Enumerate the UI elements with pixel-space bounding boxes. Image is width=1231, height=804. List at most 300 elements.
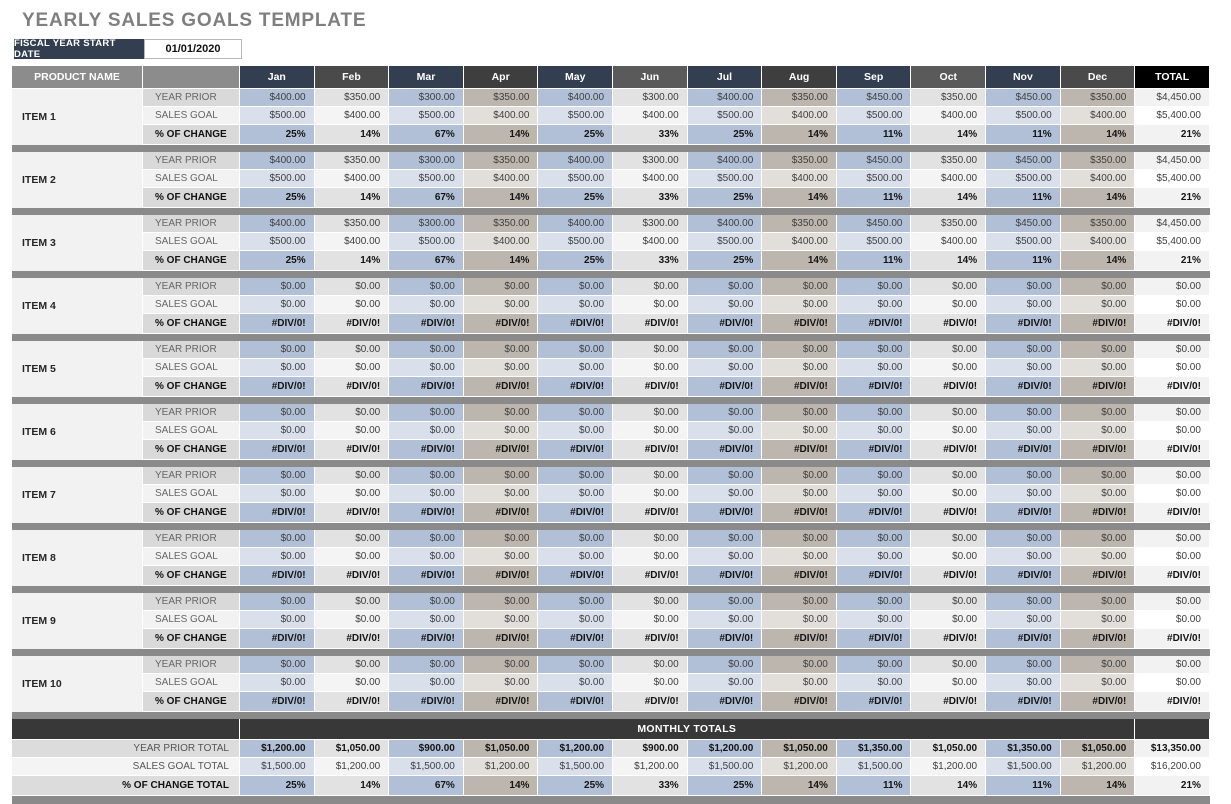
cell-sales_goal-apr[interactable]: $0.00 xyxy=(464,296,539,313)
cell-sales_goal-jul[interactable]: $0.00 xyxy=(688,296,763,313)
cell-year_prior-aug[interactable]: $0.00 xyxy=(762,656,837,673)
cell-sales_goal-nov[interactable]: $500.00 xyxy=(986,170,1061,187)
cell-pct_change-apr[interactable]: #DIV/0! xyxy=(464,629,539,648)
cell-year_prior-sep[interactable]: $0.00 xyxy=(837,530,912,547)
cell-pct_change-may[interactable]: 25% xyxy=(538,125,613,144)
cell-sales_goal-feb[interactable]: $0.00 xyxy=(315,485,390,502)
totals-cell-year_prior-jul[interactable]: $1,200.00 xyxy=(688,740,763,757)
cell-year_prior-mar[interactable]: $0.00 xyxy=(389,530,464,547)
cell-pct_change-feb[interactable]: #DIV/0! xyxy=(315,377,390,396)
totals-cell-sales_goal-mar[interactable]: $1,500.00 xyxy=(389,758,464,775)
cell-pct_change-may[interactable]: #DIV/0! xyxy=(538,314,613,333)
cell-year_prior-apr[interactable]: $0.00 xyxy=(464,656,539,673)
cell-sales_goal-feb[interactable]: $0.00 xyxy=(315,422,390,439)
cell-sales_goal-nov[interactable]: $0.00 xyxy=(986,548,1061,565)
cell-sales_goal-sep[interactable]: $0.00 xyxy=(837,296,912,313)
totals-cell-pct_change-dec[interactable]: 14% xyxy=(1061,776,1136,795)
cell-pct_change-apr[interactable]: 14% xyxy=(464,251,539,270)
cell-sales_goal-mar[interactable]: $0.00 xyxy=(389,611,464,628)
cell-sales_goal-aug[interactable]: $400.00 xyxy=(762,107,837,124)
cell-sales_goal-jul[interactable]: $500.00 xyxy=(688,233,763,250)
totals-cell-pct_change-sep[interactable]: 11% xyxy=(837,776,912,795)
totals-cell-pct_change-mar[interactable]: 67% xyxy=(389,776,464,795)
cell-year_prior-jul[interactable]: $0.00 xyxy=(688,467,763,484)
cell-year_prior-feb[interactable]: $0.00 xyxy=(315,278,390,295)
cell-year_prior-apr[interactable]: $350.00 xyxy=(464,215,539,232)
cell-pct_change-jul[interactable]: 25% xyxy=(688,125,763,144)
cell-year_prior-dec[interactable]: $0.00 xyxy=(1061,656,1136,673)
cell-year_prior-may[interactable]: $0.00 xyxy=(538,656,613,673)
cell-year_prior-dec[interactable]: $0.00 xyxy=(1061,278,1136,295)
cell-pct_change-oct[interactable]: 14% xyxy=(911,251,986,270)
cell-sales_goal-aug[interactable]: $0.00 xyxy=(762,485,837,502)
cell-year_prior-sep[interactable]: $0.00 xyxy=(837,593,912,610)
cell-pct_change-dec[interactable]: #DIV/0! xyxy=(1061,314,1136,333)
totals-cell-year_prior-dec[interactable]: $1,050.00 xyxy=(1061,740,1136,757)
cell-sales_goal-dec[interactable]: $0.00 xyxy=(1061,359,1136,376)
cell-sales_goal-feb[interactable]: $400.00 xyxy=(315,170,390,187)
cell-year_prior-jun[interactable]: $0.00 xyxy=(613,341,688,358)
cell-year_prior-jul[interactable]: $0.00 xyxy=(688,404,763,421)
cell-sales_goal-dec[interactable]: $400.00 xyxy=(1061,107,1136,124)
cell-pct_change-jun[interactable]: #DIV/0! xyxy=(613,629,688,648)
cell-sales_goal-nov[interactable]: $0.00 xyxy=(986,674,1061,691)
totals-cell-pct_change-jun[interactable]: 33% xyxy=(613,776,688,795)
cell-year_prior-jan[interactable]: $0.00 xyxy=(240,467,315,484)
cell-pct_change-oct[interactable]: 14% xyxy=(911,125,986,144)
cell-year_prior-oct[interactable]: $0.00 xyxy=(911,593,986,610)
cell-pct_change-dec[interactable]: #DIV/0! xyxy=(1061,503,1136,522)
cell-pct_change-total[interactable]: #DIV/0! xyxy=(1135,377,1210,396)
cell-sales_goal-aug[interactable]: $400.00 xyxy=(762,233,837,250)
cell-pct_change-total[interactable]: #DIV/0! xyxy=(1135,314,1210,333)
cell-sales_goal-feb[interactable]: $400.00 xyxy=(315,233,390,250)
cell-pct_change-mar[interactable]: 67% xyxy=(389,125,464,144)
cell-year_prior-may[interactable]: $400.00 xyxy=(538,215,613,232)
cell-sales_goal-dec[interactable]: $0.00 xyxy=(1061,422,1136,439)
cell-sales_goal-nov[interactable]: $0.00 xyxy=(986,485,1061,502)
cell-sales_goal-nov[interactable]: $0.00 xyxy=(986,611,1061,628)
cell-sales_goal-may[interactable]: $0.00 xyxy=(538,359,613,376)
cell-pct_change-dec[interactable]: 14% xyxy=(1061,251,1136,270)
cell-pct_change-oct[interactable]: #DIV/0! xyxy=(911,314,986,333)
cell-year_prior-jul[interactable]: $0.00 xyxy=(688,593,763,610)
cell-year_prior-may[interactable]: $0.00 xyxy=(538,530,613,547)
totals-cell-pct_change-jul[interactable]: 25% xyxy=(688,776,763,795)
cell-year_prior-apr[interactable]: $0.00 xyxy=(464,530,539,547)
cell-pct_change-jan[interactable]: #DIV/0! xyxy=(240,566,315,585)
cell-pct_change-total[interactable]: 21% xyxy=(1135,125,1210,144)
cell-year_prior-sep[interactable]: $450.00 xyxy=(837,215,912,232)
cell-year_prior-may[interactable]: $0.00 xyxy=(538,404,613,421)
cell-year_prior-dec[interactable]: $350.00 xyxy=(1061,152,1136,169)
cell-sales_goal-total[interactable]: $0.00 xyxy=(1135,422,1210,439)
cell-year_prior-jul[interactable]: $0.00 xyxy=(688,530,763,547)
cell-year_prior-jan[interactable]: $0.00 xyxy=(240,404,315,421)
cell-year_prior-oct[interactable]: $350.00 xyxy=(911,89,986,106)
cell-year_prior-aug[interactable]: $0.00 xyxy=(762,467,837,484)
cell-pct_change-dec[interactable]: #DIV/0! xyxy=(1061,377,1136,396)
cell-sales_goal-oct[interactable]: $0.00 xyxy=(911,485,986,502)
cell-sales_goal-total[interactable]: $0.00 xyxy=(1135,611,1210,628)
cell-year_prior-nov[interactable]: $0.00 xyxy=(986,467,1061,484)
item-name[interactable]: ITEM 1 xyxy=(12,89,143,145)
cell-year_prior-feb[interactable]: $350.00 xyxy=(315,152,390,169)
cell-year_prior-aug[interactable]: $350.00 xyxy=(762,89,837,106)
cell-pct_change-mar[interactable]: #DIV/0! xyxy=(389,314,464,333)
cell-pct_change-may[interactable]: #DIV/0! xyxy=(538,503,613,522)
cell-pct_change-jan[interactable]: #DIV/0! xyxy=(240,503,315,522)
cell-year_prior-aug[interactable]: $0.00 xyxy=(762,593,837,610)
cell-pct_change-aug[interactable]: 14% xyxy=(762,188,837,207)
item-name[interactable]: ITEM 2 xyxy=(12,152,143,208)
cell-pct_change-sep[interactable]: #DIV/0! xyxy=(837,440,912,459)
cell-year_prior-mar[interactable]: $0.00 xyxy=(389,593,464,610)
cell-pct_change-jun[interactable]: #DIV/0! xyxy=(613,503,688,522)
cell-year_prior-mar[interactable]: $0.00 xyxy=(389,467,464,484)
cell-pct_change-oct[interactable]: #DIV/0! xyxy=(911,692,986,711)
cell-year_prior-total[interactable]: $0.00 xyxy=(1135,656,1210,673)
cell-year_prior-apr[interactable]: $350.00 xyxy=(464,89,539,106)
cell-year_prior-jul[interactable]: $400.00 xyxy=(688,89,763,106)
cell-sales_goal-aug[interactable]: $400.00 xyxy=(762,170,837,187)
cell-year_prior-jan[interactable]: $0.00 xyxy=(240,656,315,673)
cell-year_prior-total[interactable]: $0.00 xyxy=(1135,593,1210,610)
cell-pct_change-feb[interactable]: #DIV/0! xyxy=(315,629,390,648)
cell-sales_goal-jan[interactable]: $500.00 xyxy=(240,170,315,187)
cell-year_prior-feb[interactable]: $0.00 xyxy=(315,404,390,421)
cell-sales_goal-feb[interactable]: $0.00 xyxy=(315,296,390,313)
cell-year_prior-may[interactable]: $400.00 xyxy=(538,89,613,106)
cell-sales_goal-apr[interactable]: $400.00 xyxy=(464,233,539,250)
cell-sales_goal-jan[interactable]: $0.00 xyxy=(240,674,315,691)
cell-pct_change-oct[interactable]: #DIV/0! xyxy=(911,440,986,459)
cell-pct_change-apr[interactable]: #DIV/0! xyxy=(464,566,539,585)
cell-sales_goal-aug[interactable]: $0.00 xyxy=(762,674,837,691)
cell-pct_change-nov[interactable]: #DIV/0! xyxy=(986,692,1061,711)
cell-year_prior-jun[interactable]: $0.00 xyxy=(613,278,688,295)
cell-sales_goal-feb[interactable]: $0.00 xyxy=(315,359,390,376)
item-name[interactable]: ITEM 7 xyxy=(12,467,143,523)
cell-year_prior-jun[interactable]: $300.00 xyxy=(613,215,688,232)
cell-sales_goal-total[interactable]: $0.00 xyxy=(1135,485,1210,502)
cell-pct_change-sep[interactable]: 11% xyxy=(837,251,912,270)
cell-year_prior-total[interactable]: $0.00 xyxy=(1135,530,1210,547)
cell-pct_change-aug[interactable]: #DIV/0! xyxy=(762,314,837,333)
cell-sales_goal-jul[interactable]: $0.00 xyxy=(688,422,763,439)
cell-pct_change-aug[interactable]: 14% xyxy=(762,251,837,270)
cell-year_prior-apr[interactable]: $0.00 xyxy=(464,467,539,484)
cell-year_prior-oct[interactable]: $350.00 xyxy=(911,215,986,232)
cell-pct_change-may[interactable]: #DIV/0! xyxy=(538,566,613,585)
cell-year_prior-apr[interactable]: $0.00 xyxy=(464,341,539,358)
cell-year_prior-jun[interactable]: $300.00 xyxy=(613,152,688,169)
cell-pct_change-jan[interactable]: 25% xyxy=(240,251,315,270)
cell-pct_change-apr[interactable]: #DIV/0! xyxy=(464,377,539,396)
fiscal-year-start-date-value[interactable]: 01/01/2020 xyxy=(144,39,242,59)
cell-year_prior-sep[interactable]: $450.00 xyxy=(837,89,912,106)
cell-sales_goal-mar[interactable]: $500.00 xyxy=(389,107,464,124)
cell-year_prior-total[interactable]: $0.00 xyxy=(1135,467,1210,484)
cell-sales_goal-jan[interactable]: $500.00 xyxy=(240,233,315,250)
cell-sales_goal-jun[interactable]: $400.00 xyxy=(613,170,688,187)
cell-sales_goal-mar[interactable]: $0.00 xyxy=(389,359,464,376)
cell-sales_goal-jan[interactable]: $0.00 xyxy=(240,548,315,565)
cell-sales_goal-oct[interactable]: $0.00 xyxy=(911,422,986,439)
totals-cell-year_prior-jun[interactable]: $900.00 xyxy=(613,740,688,757)
cell-year_prior-sep[interactable]: $0.00 xyxy=(837,656,912,673)
cell-pct_change-feb[interactable]: 14% xyxy=(315,125,390,144)
cell-year_prior-may[interactable]: $0.00 xyxy=(538,467,613,484)
cell-sales_goal-oct[interactable]: $0.00 xyxy=(911,611,986,628)
cell-pct_change-dec[interactable]: #DIV/0! xyxy=(1061,629,1136,648)
cell-sales_goal-mar[interactable]: $0.00 xyxy=(389,548,464,565)
cell-pct_change-oct[interactable]: #DIV/0! xyxy=(911,566,986,585)
cell-pct_change-nov[interactable]: #DIV/0! xyxy=(986,377,1061,396)
cell-pct_change-jun[interactable]: #DIV/0! xyxy=(613,377,688,396)
cell-year_prior-sep[interactable]: $450.00 xyxy=(837,152,912,169)
cell-pct_change-mar[interactable]: #DIV/0! xyxy=(389,440,464,459)
cell-year_prior-nov[interactable]: $0.00 xyxy=(986,656,1061,673)
cell-sales_goal-sep[interactable]: $0.00 xyxy=(837,485,912,502)
cell-sales_goal-aug[interactable]: $0.00 xyxy=(762,359,837,376)
cell-pct_change-jun[interactable]: #DIV/0! xyxy=(613,314,688,333)
cell-year_prior-feb[interactable]: $350.00 xyxy=(315,215,390,232)
cell-year_prior-oct[interactable]: $0.00 xyxy=(911,656,986,673)
cell-sales_goal-jun[interactable]: $0.00 xyxy=(613,548,688,565)
cell-year_prior-jun[interactable]: $300.00 xyxy=(613,89,688,106)
cell-year_prior-nov[interactable]: $0.00 xyxy=(986,404,1061,421)
cell-year_prior-nov[interactable]: $0.00 xyxy=(986,593,1061,610)
cell-sales_goal-oct[interactable]: $0.00 xyxy=(911,296,986,313)
cell-sales_goal-dec[interactable]: $0.00 xyxy=(1061,611,1136,628)
totals-cell-sales_goal-jul[interactable]: $1,500.00 xyxy=(688,758,763,775)
cell-year_prior-total[interactable]: $4,450.00 xyxy=(1135,152,1210,169)
totals-cell-year_prior-feb[interactable]: $1,050.00 xyxy=(315,740,390,757)
cell-sales_goal-nov[interactable]: $500.00 xyxy=(986,107,1061,124)
cell-pct_change-jun[interactable]: #DIV/0! xyxy=(613,692,688,711)
cell-sales_goal-sep[interactable]: $500.00 xyxy=(837,107,912,124)
cell-year_prior-nov[interactable]: $450.00 xyxy=(986,89,1061,106)
cell-sales_goal-jan[interactable]: $0.00 xyxy=(240,296,315,313)
cell-year_prior-total[interactable]: $4,450.00 xyxy=(1135,89,1210,106)
cell-year_prior-oct[interactable]: $0.00 xyxy=(911,278,986,295)
cell-year_prior-jun[interactable]: $0.00 xyxy=(613,656,688,673)
cell-sales_goal-may[interactable]: $0.00 xyxy=(538,422,613,439)
cell-pct_change-feb[interactable]: #DIV/0! xyxy=(315,692,390,711)
cell-year_prior-oct[interactable]: $0.00 xyxy=(911,341,986,358)
cell-pct_change-sep[interactable]: #DIV/0! xyxy=(837,377,912,396)
cell-sales_goal-jan[interactable]: $0.00 xyxy=(240,422,315,439)
cell-sales_goal-sep[interactable]: $0.00 xyxy=(837,548,912,565)
cell-year_prior-mar[interactable]: $0.00 xyxy=(389,404,464,421)
cell-year_prior-jan[interactable]: $0.00 xyxy=(240,593,315,610)
cell-sales_goal-aug[interactable]: $0.00 xyxy=(762,422,837,439)
cell-year_prior-feb[interactable]: $350.00 xyxy=(315,89,390,106)
cell-year_prior-aug[interactable]: $0.00 xyxy=(762,404,837,421)
cell-pct_change-oct[interactable]: #DIV/0! xyxy=(911,629,986,648)
cell-year_prior-jun[interactable]: $0.00 xyxy=(613,530,688,547)
totals-cell-year_prior-total[interactable]: $13,350.00 xyxy=(1135,740,1210,757)
cell-pct_change-feb[interactable]: 14% xyxy=(315,251,390,270)
cell-pct_change-aug[interactable]: #DIV/0! xyxy=(762,566,837,585)
cell-year_prior-feb[interactable]: $0.00 xyxy=(315,593,390,610)
cell-pct_change-may[interactable]: #DIV/0! xyxy=(538,440,613,459)
cell-sales_goal-sep[interactable]: $0.00 xyxy=(837,611,912,628)
cell-sales_goal-aug[interactable]: $0.00 xyxy=(762,548,837,565)
totals-cell-sales_goal-apr[interactable]: $1,200.00 xyxy=(464,758,539,775)
cell-pct_change-feb[interactable]: #DIV/0! xyxy=(315,566,390,585)
totals-cell-year_prior-nov[interactable]: $1,350.00 xyxy=(986,740,1061,757)
cell-year_prior-jan[interactable]: $0.00 xyxy=(240,341,315,358)
totals-cell-year_prior-sep[interactable]: $1,350.00 xyxy=(837,740,912,757)
cell-year_prior-dec[interactable]: $350.00 xyxy=(1061,215,1136,232)
cell-sales_goal-total[interactable]: $5,400.00 xyxy=(1135,170,1210,187)
cell-pct_change-apr[interactable]: #DIV/0! xyxy=(464,692,539,711)
cell-pct_change-dec[interactable]: #DIV/0! xyxy=(1061,566,1136,585)
totals-cell-pct_change-feb[interactable]: 14% xyxy=(315,776,390,795)
cell-pct_change-jul[interactable]: #DIV/0! xyxy=(688,377,763,396)
cell-year_prior-dec[interactable]: $350.00 xyxy=(1061,89,1136,106)
cell-sales_goal-total[interactable]: $5,400.00 xyxy=(1135,107,1210,124)
cell-year_prior-nov[interactable]: $0.00 xyxy=(986,278,1061,295)
totals-cell-pct_change-nov[interactable]: 11% xyxy=(986,776,1061,795)
cell-sales_goal-mar[interactable]: $0.00 xyxy=(389,296,464,313)
cell-sales_goal-jun[interactable]: $0.00 xyxy=(613,359,688,376)
cell-pct_change-feb[interactable]: #DIV/0! xyxy=(315,314,390,333)
cell-year_prior-nov[interactable]: $450.00 xyxy=(986,152,1061,169)
cell-pct_change-may[interactable]: 25% xyxy=(538,188,613,207)
cell-year_prior-jan[interactable]: $400.00 xyxy=(240,152,315,169)
cell-pct_change-oct[interactable]: 14% xyxy=(911,188,986,207)
cell-year_prior-mar[interactable]: $0.00 xyxy=(389,341,464,358)
cell-sales_goal-jun[interactable]: $0.00 xyxy=(613,485,688,502)
cell-pct_change-nov[interactable]: 11% xyxy=(986,251,1061,270)
cell-pct_change-jul[interactable]: #DIV/0! xyxy=(688,566,763,585)
cell-sales_goal-nov[interactable]: $500.00 xyxy=(986,233,1061,250)
totals-cell-sales_goal-may[interactable]: $1,500.00 xyxy=(538,758,613,775)
cell-pct_change-mar[interactable]: 67% xyxy=(389,188,464,207)
cell-pct_change-apr[interactable]: #DIV/0! xyxy=(464,314,539,333)
cell-sales_goal-apr[interactable]: $400.00 xyxy=(464,107,539,124)
cell-sales_goal-mar[interactable]: $0.00 xyxy=(389,485,464,502)
cell-sales_goal-apr[interactable]: $0.00 xyxy=(464,611,539,628)
cell-pct_change-jul[interactable]: #DIV/0! xyxy=(688,503,763,522)
totals-cell-sales_goal-sep[interactable]: $1,500.00 xyxy=(837,758,912,775)
cell-sales_goal-total[interactable]: $5,400.00 xyxy=(1135,233,1210,250)
cell-sales_goal-oct[interactable]: $400.00 xyxy=(911,233,986,250)
cell-sales_goal-mar[interactable]: $0.00 xyxy=(389,422,464,439)
cell-pct_change-jul[interactable]: 25% xyxy=(688,251,763,270)
cell-sales_goal-dec[interactable]: $0.00 xyxy=(1061,674,1136,691)
cell-pct_change-dec[interactable]: 14% xyxy=(1061,125,1136,144)
cell-sales_goal-jan[interactable]: $500.00 xyxy=(240,107,315,124)
cell-sales_goal-may[interactable]: $0.00 xyxy=(538,674,613,691)
cell-sales_goal-jun[interactable]: $0.00 xyxy=(613,422,688,439)
totals-cell-sales_goal-aug[interactable]: $1,200.00 xyxy=(762,758,837,775)
cell-sales_goal-jun[interactable]: $0.00 xyxy=(613,296,688,313)
cell-pct_change-may[interactable]: #DIV/0! xyxy=(538,377,613,396)
cell-sales_goal-may[interactable]: $0.00 xyxy=(538,485,613,502)
cell-sales_goal-nov[interactable]: $0.00 xyxy=(986,296,1061,313)
totals-cell-pct_change-may[interactable]: 25% xyxy=(538,776,613,795)
cell-year_prior-apr[interactable]: $350.00 xyxy=(464,152,539,169)
cell-pct_change-total[interactable]: #DIV/0! xyxy=(1135,566,1210,585)
item-name[interactable]: ITEM 6 xyxy=(12,404,143,460)
cell-year_prior-dec[interactable]: $0.00 xyxy=(1061,593,1136,610)
cell-year_prior-jun[interactable]: $0.00 xyxy=(613,404,688,421)
cell-year_prior-sep[interactable]: $0.00 xyxy=(837,404,912,421)
cell-year_prior-sep[interactable]: $0.00 xyxy=(837,467,912,484)
cell-year_prior-aug[interactable]: $0.00 xyxy=(762,278,837,295)
totals-cell-year_prior-apr[interactable]: $1,050.00 xyxy=(464,740,539,757)
cell-sales_goal-oct[interactable]: $0.00 xyxy=(911,674,986,691)
cell-pct_change-jan[interactable]: #DIV/0! xyxy=(240,692,315,711)
cell-year_prior-total[interactable]: $0.00 xyxy=(1135,278,1210,295)
cell-sales_goal-mar[interactable]: $0.00 xyxy=(389,674,464,691)
item-name[interactable]: ITEM 9 xyxy=(12,593,143,649)
cell-pct_change-oct[interactable]: #DIV/0! xyxy=(911,377,986,396)
cell-year_prior-aug[interactable]: $0.00 xyxy=(762,341,837,358)
cell-sales_goal-mar[interactable]: $500.00 xyxy=(389,233,464,250)
cell-pct_change-mar[interactable]: #DIV/0! xyxy=(389,566,464,585)
cell-pct_change-jun[interactable]: #DIV/0! xyxy=(613,566,688,585)
cell-year_prior-total[interactable]: $4,450.00 xyxy=(1135,215,1210,232)
cell-pct_change-jul[interactable]: #DIV/0! xyxy=(688,440,763,459)
cell-year_prior-mar[interactable]: $0.00 xyxy=(389,278,464,295)
cell-pct_change-total[interactable]: #DIV/0! xyxy=(1135,503,1210,522)
cell-sales_goal-total[interactable]: $0.00 xyxy=(1135,548,1210,565)
cell-year_prior-feb[interactable]: $0.00 xyxy=(315,530,390,547)
cell-year_prior-jul[interactable]: $0.00 xyxy=(688,341,763,358)
cell-pct_change-nov[interactable]: #DIV/0! xyxy=(986,314,1061,333)
totals-cell-sales_goal-oct[interactable]: $1,200.00 xyxy=(911,758,986,775)
cell-sales_goal-dec[interactable]: $0.00 xyxy=(1061,485,1136,502)
cell-pct_change-sep[interactable]: #DIV/0! xyxy=(837,692,912,711)
cell-sales_goal-may[interactable]: $0.00 xyxy=(538,296,613,313)
cell-pct_change-sep[interactable]: 11% xyxy=(837,188,912,207)
cell-pct_change-apr[interactable]: 14% xyxy=(464,125,539,144)
cell-pct_change-aug[interactable]: 14% xyxy=(762,125,837,144)
cell-pct_change-aug[interactable]: #DIV/0! xyxy=(762,629,837,648)
cell-sales_goal-sep[interactable]: $500.00 xyxy=(837,233,912,250)
cell-pct_change-jun[interactable]: 33% xyxy=(613,188,688,207)
cell-pct_change-nov[interactable]: #DIV/0! xyxy=(986,503,1061,522)
cell-pct_change-apr[interactable]: #DIV/0! xyxy=(464,503,539,522)
totals-cell-year_prior-mar[interactable]: $900.00 xyxy=(389,740,464,757)
cell-year_prior-total[interactable]: $0.00 xyxy=(1135,404,1210,421)
cell-year_prior-mar[interactable]: $300.00 xyxy=(389,215,464,232)
cell-sales_goal-sep[interactable]: $500.00 xyxy=(837,170,912,187)
cell-pct_change-jul[interactable]: 25% xyxy=(688,188,763,207)
cell-sales_goal-sep[interactable]: $0.00 xyxy=(837,359,912,376)
cell-sales_goal-may[interactable]: $0.00 xyxy=(538,548,613,565)
totals-cell-sales_goal-total[interactable]: $16,200.00 xyxy=(1135,758,1210,775)
cell-sales_goal-jul[interactable]: $500.00 xyxy=(688,107,763,124)
cell-pct_change-aug[interactable]: #DIV/0! xyxy=(762,377,837,396)
cell-year_prior-oct[interactable]: $0.00 xyxy=(911,530,986,547)
item-name[interactable]: ITEM 10 xyxy=(12,656,143,712)
cell-sales_goal-jan[interactable]: $0.00 xyxy=(240,485,315,502)
cell-year_prior-aug[interactable]: $350.00 xyxy=(762,215,837,232)
cell-pct_change-sep[interactable]: #DIV/0! xyxy=(837,629,912,648)
cell-year_prior-aug[interactable]: $0.00 xyxy=(762,530,837,547)
cell-sales_goal-dec[interactable]: $0.00 xyxy=(1061,296,1136,313)
cell-pct_change-jan[interactable]: #DIV/0! xyxy=(240,314,315,333)
cell-sales_goal-total[interactable]: $0.00 xyxy=(1135,296,1210,313)
totals-cell-sales_goal-nov[interactable]: $1,500.00 xyxy=(986,758,1061,775)
cell-year_prior-oct[interactable]: $0.00 xyxy=(911,404,986,421)
